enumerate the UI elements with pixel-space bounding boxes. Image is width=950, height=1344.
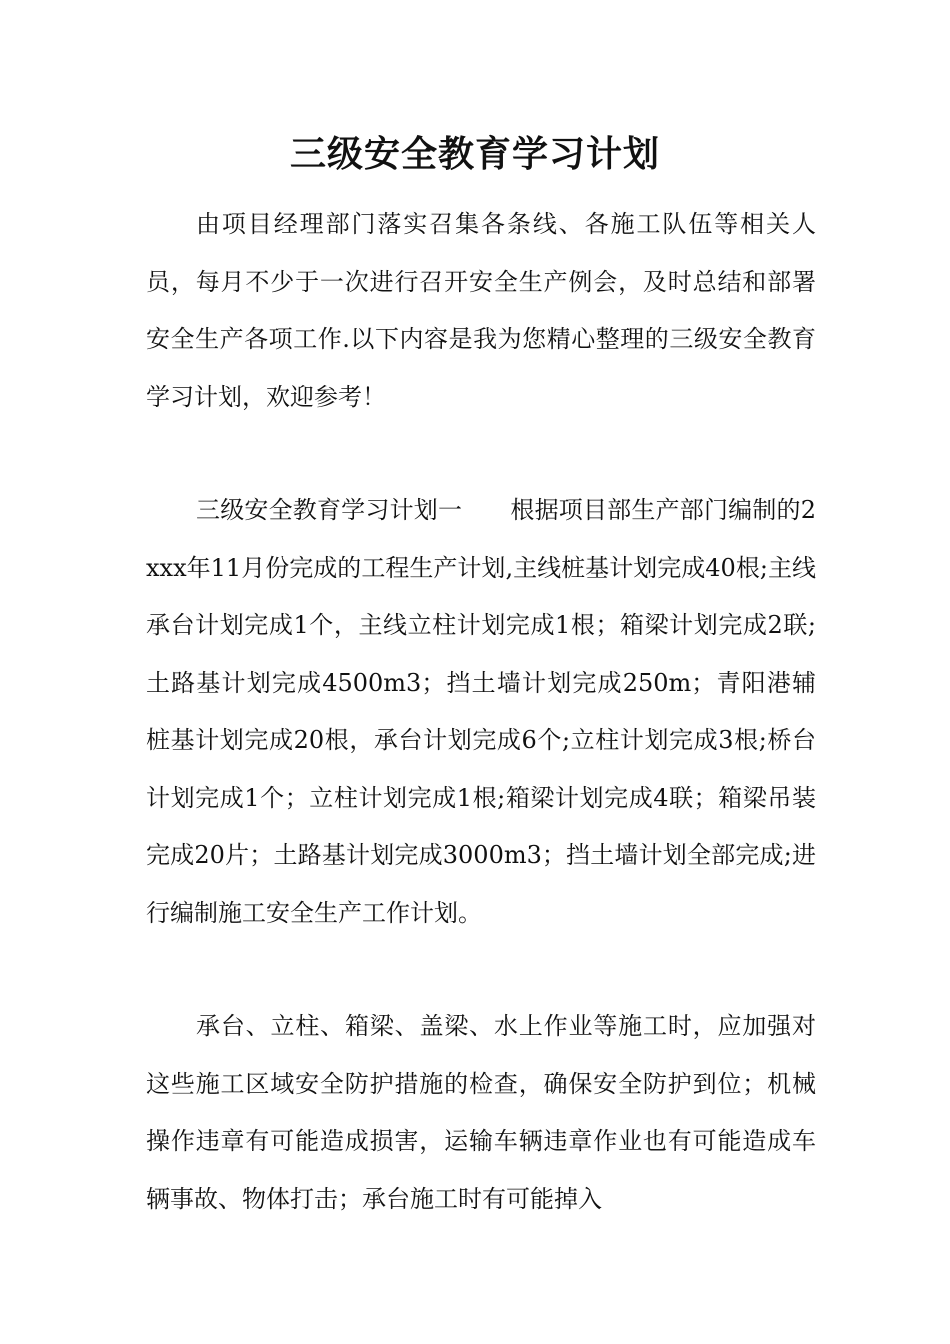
safety-paragraph: 承台、立柱、箱梁、盖梁、水上作业等施工时，应加强对这些施工区域安全防护措施的检查，确保安全防护到位；机械操作违章有可能造成损害，运输车辆违章作业也有可能造成车辆事故、物体打击；承台施工时有可能掉入 (146, 1012, 816, 1213)
plan-one-paragraph (146, 482, 816, 942)
plan-one-heading: 三级安全教育学习计划一 (196, 496, 463, 524)
plan-one-body: 根据项目部生产部门编制的2xxx年11月份完成的工程生产计划,主线桩基计划完成40根;主线承台计划完成1个，主线立柱计划完成1根；箱梁计划完成2联;土路基计划完成4500m3；挡土墙计划完成250m；青阳港辅桩基计划完成20根，承台计划完成6个;立柱计划完成3根;桥台计划完成1个；立柱计划完成1根;箱梁计划完成4联；箱梁吊装完成20片；土路基计划完成3000m3；挡土墙计划全部完成;进行编制施工安全生产工作计划。 (146, 496, 816, 927)
document-title: 三级安全教育学习计划 (289, 133, 660, 175)
intro-paragraph: 由项目经理部门落实召集各条线、各施工队伍等相关人员，每月不少于一次进行召开安全生产例会，及时总结和部署安全生产各项工作.以下内容是我为您精心整理的三级安全教育学习计划，欢迎参考！ (146, 210, 816, 411)
